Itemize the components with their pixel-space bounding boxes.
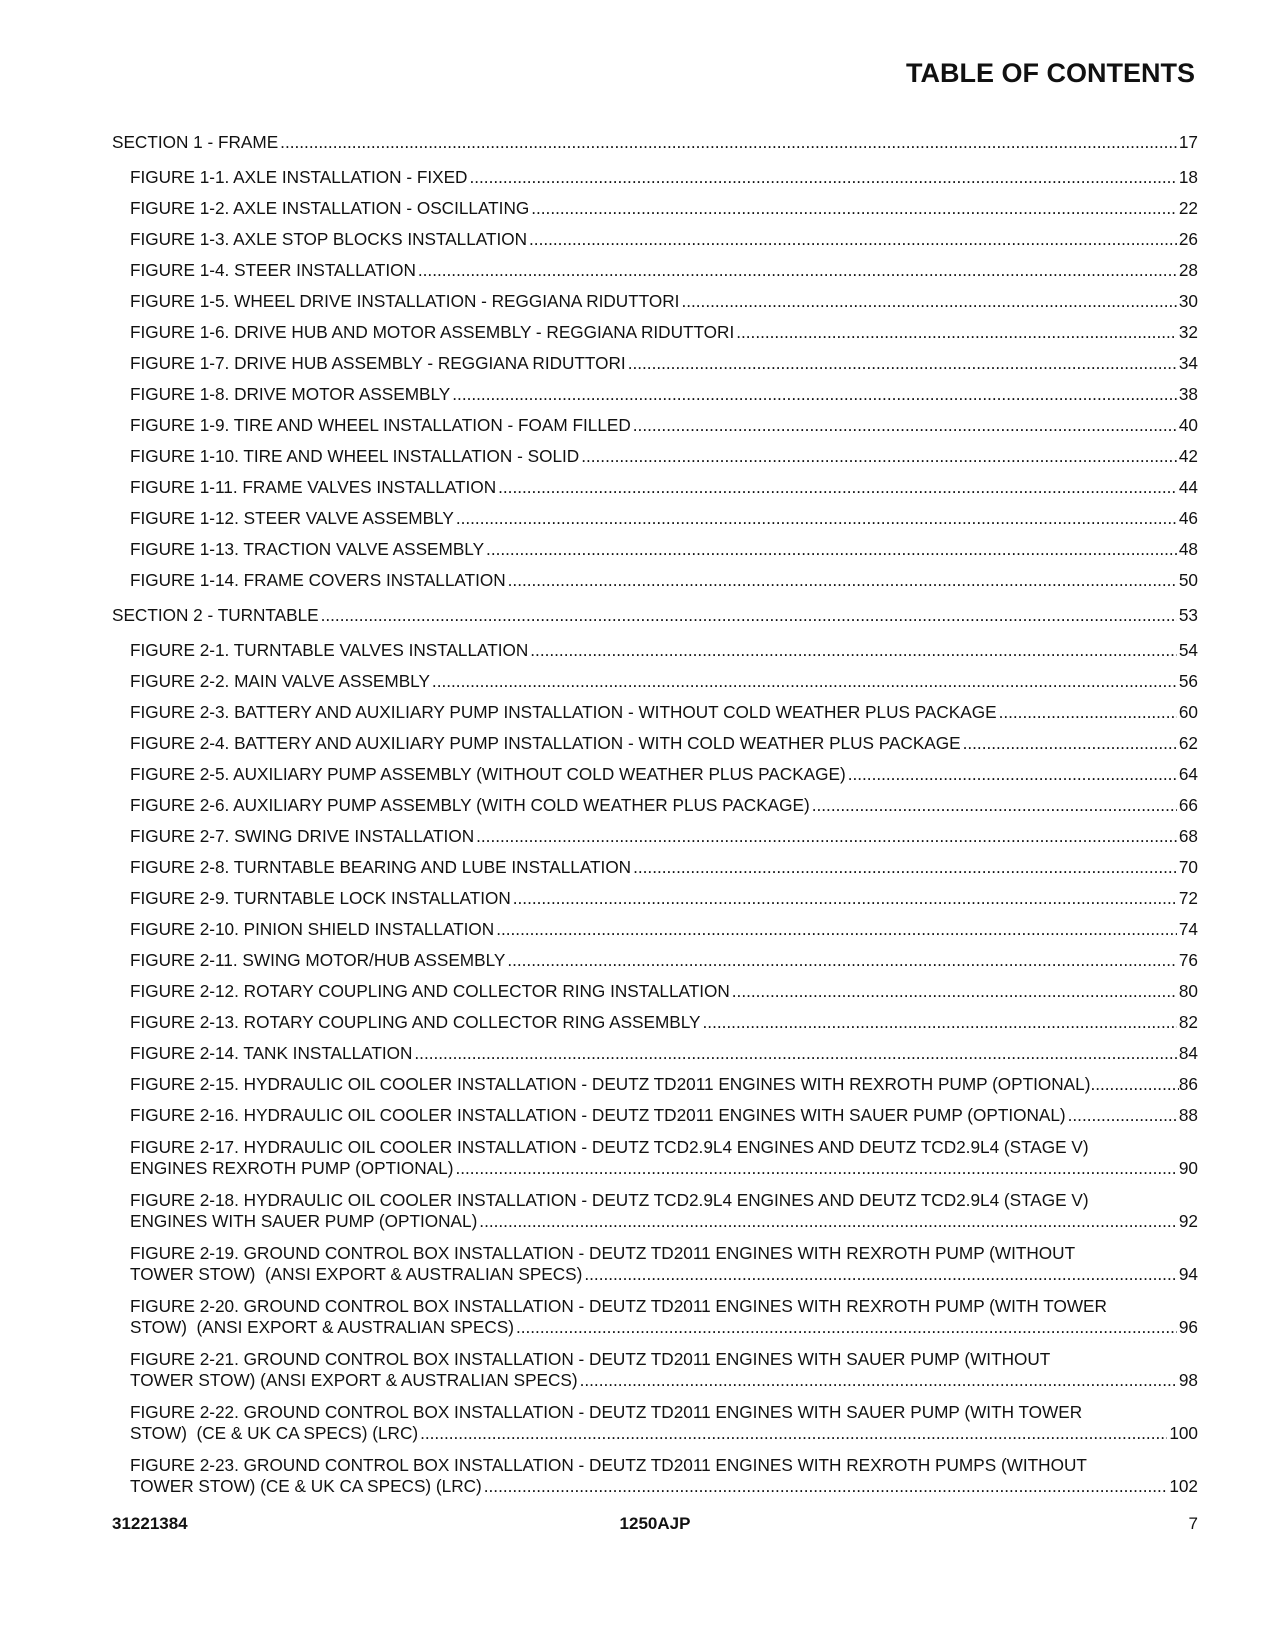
toc-page-number: 28 (1178, 260, 1198, 280)
toc-figure-label: FIGURE 1-2. AXLE INSTALLATION - OSCILLATING (130, 198, 530, 218)
dot-leader (476, 826, 1177, 847)
toc-figure-2-14[interactable] (112, 1043, 1198, 1064)
toc-page-number: 17 (1178, 132, 1198, 152)
toc-figure-2-9[interactable] (112, 888, 1198, 909)
toc-figure-label-line2: ENGINES REXROTH PUMP (OPTIONAL) (130, 1158, 454, 1178)
toc-page-number: 34 (1178, 353, 1198, 373)
dot-leader (812, 795, 1177, 816)
toc-figure-label-line1: FIGURE 2-19. GROUND CONTROL BOX INSTALLATION - DEUTZ TD2011 ENGINES WITH REXROTH PUMP (WITHOUT (130, 1243, 1076, 1263)
dot-leader (633, 415, 1177, 436)
toc-page-number: 96 (1178, 1317, 1198, 1337)
toc-page-number: 40 (1178, 415, 1198, 435)
toc-page-number: 92 (1178, 1211, 1198, 1231)
toc-figure-2-2[interactable] (112, 671, 1198, 692)
toc-figure-2-5[interactable] (112, 764, 1198, 785)
toc-page-number: 48 (1178, 539, 1198, 559)
toc-figure-1-10[interactable] (112, 446, 1198, 467)
dot-leader (581, 446, 1177, 467)
toc-figure-2-20[interactable] (112, 1296, 1198, 1338)
dot-leader (496, 919, 1177, 940)
toc-figure-2-16[interactable] (112, 1105, 1198, 1126)
toc-page-number: 68 (1178, 826, 1198, 846)
toc-page-number: 38 (1178, 384, 1198, 404)
toc-page-number: 74 (1178, 919, 1198, 939)
toc-page-number: 98 (1178, 1370, 1198, 1390)
toc-figure-1-2[interactable] (112, 198, 1198, 219)
toc-figure-label: FIGURE 1-12. STEER VALVE ASSEMBLY (130, 508, 454, 528)
toc-page-number: 94 (1178, 1264, 1198, 1284)
toc-figure-2-4[interactable] (112, 733, 1198, 754)
dot-leader (508, 570, 1177, 591)
toc-figure-label: FIGURE 1-11. FRAME VALVES INSTALLATION (130, 477, 497, 497)
toc-figure-label-line2: STOW) (CE & UK CA SPECS) (LRC) (130, 1423, 419, 1443)
toc-figure-label-line1: FIGURE 2-18. HYDRAULIC OIL COOLER INSTALLATION - DEUTZ TCD2.9L4 ENGINES AND DEUTZ TCD2.9L4 (STAGE V) (130, 1190, 1089, 1210)
toc-page-number: 82 (1178, 1012, 1198, 1032)
footer-doc-number: 31221384 (112, 1514, 188, 1533)
toc-figure-1-3[interactable] (112, 229, 1198, 250)
toc-figure-2-15[interactable] (112, 1074, 1198, 1095)
toc-figure-label: FIGURE 2-7. SWING DRIVE INSTALLATION (130, 826, 475, 846)
toc-page-number: 72 (1178, 888, 1198, 908)
toc-figure-1-4[interactable] (112, 260, 1198, 281)
toc-figure-label: FIGURE 1-9. TIRE AND WHEEL INSTALLATION - FOAM FILLED (130, 415, 631, 435)
toc-figure-2-17[interactable] (112, 1137, 1198, 1179)
toc-page-number: 64 (1178, 764, 1198, 784)
toc-page-number: 30 (1178, 291, 1198, 311)
dot-leader (321, 605, 1177, 626)
toc-figure-2-11[interactable] (112, 950, 1198, 971)
toc-page-number: 80 (1178, 981, 1198, 1001)
dot-leader (420, 1423, 1167, 1444)
dot-leader (486, 539, 1177, 560)
toc-figure-label-line1: FIGURE 2-21. GROUND CONTROL BOX INSTALLATION - DEUTZ TD2011 ENGINES WITH SAUER PUMP (WITHOUT (130, 1349, 1051, 1369)
dot-leader (584, 1264, 1177, 1285)
dot-leader (479, 1211, 1177, 1232)
toc-figure-label: FIGURE 1-13. TRACTION VALVE ASSEMBLY (130, 539, 485, 559)
toc-figure-1-1[interactable] (112, 167, 1198, 188)
toc-figure-2-18[interactable] (112, 1190, 1198, 1232)
toc-page-number: 66 (1178, 795, 1198, 815)
toc-figure-2-21[interactable] (112, 1349, 1198, 1391)
toc-page-number: 56 (1178, 671, 1198, 691)
toc-figure-label: FIGURE 1-6. DRIVE HUB AND MOTOR ASSEMBLY - REGGIANA RIDUTTORI (130, 322, 735, 342)
toc-page-number: 76 (1178, 950, 1198, 970)
toc-page-number: 32 (1178, 322, 1198, 342)
toc-figure-label: FIGURE 2-1. TURNTABLE VALVES INSTALLATION (130, 640, 529, 660)
toc-figure-1-11[interactable] (112, 477, 1198, 498)
dot-leader (1068, 1105, 1177, 1126)
toc-page-number: 90 (1178, 1158, 1198, 1178)
toc-page-number: 88 (1178, 1105, 1198, 1125)
toc-figure-label: FIGURE 2-3. BATTERY AND AUXILIARY PUMP INSTALLATION - WITHOUT COLD WEATHER PLUS PACKAGE (130, 702, 997, 722)
toc-figure-2-1[interactable] (112, 640, 1198, 661)
dot-leader (963, 733, 1177, 754)
dot-leader (1090, 1074, 1178, 1095)
toc-figure-label: FIGURE 2-8. TURNTABLE BEARING AND LUBE INSTALLATION (130, 857, 632, 877)
toc-figure-label: FIGURE 2-4. BATTERY AND AUXILIARY PUMP INSTALLATION - WITH COLD WEATHER PLUS PACKAGE (130, 733, 961, 753)
toc-page-number: 60 (1178, 702, 1198, 722)
toc-page-number: 54 (1178, 640, 1198, 660)
toc-figure-label: FIGURE 2-6. AUXILIARY PUMP ASSEMBLY (WITH COLD WEATHER PLUS PACKAGE) (130, 795, 810, 815)
dot-leader (531, 198, 1177, 219)
dot-leader (452, 384, 1177, 405)
toc-figure-label: FIGURE 1-4. STEER INSTALLATION (130, 260, 416, 280)
footer-model: 1250AJP (619, 1514, 691, 1533)
dot-leader (432, 671, 1177, 692)
dot-leader (455, 1158, 1176, 1179)
dot-leader (529, 229, 1177, 250)
toc-figure-label: FIGURE 1-14. FRAME COVERS INSTALLATION (130, 570, 506, 590)
toc-figure-2-13[interactable] (112, 1012, 1198, 1033)
toc-figure-1-13[interactable] (112, 539, 1198, 560)
dot-leader (280, 132, 1177, 153)
toc-section-label: SECTION 2 - TURNTABLE (112, 605, 319, 625)
dot-leader (703, 1012, 1177, 1033)
toc-figure-label-line1: FIGURE 2-20. GROUND CONTROL BOX INSTALLATION - DEUTZ TD2011 ENGINES WITH REXROTH PUMP (WITH TOWER (130, 1296, 1107, 1316)
toc-figure-label: FIGURE 1-5. WHEEL DRIVE INSTALLATION - REGGIANA RIDUTTORI (130, 291, 680, 311)
toc-figure-label-line2: ENGINES WITH SAUER PUMP (OPTIONAL) (130, 1211, 478, 1231)
toc-figure-label-line1: FIGURE 2-17. HYDRAULIC OIL COOLER INSTALLATION - DEUTZ TCD2.9L4 ENGINES AND DEUTZ TCD2.9L4 (STAGE V) (130, 1137, 1089, 1157)
dot-leader (484, 1476, 1168, 1497)
toc-figure-label: FIGURE 1-10. TIRE AND WHEEL INSTALLATION - SOLID (130, 446, 580, 466)
toc-figure-label-line2: TOWER STOW) (CE & UK CA SPECS) (LRC) (130, 1476, 482, 1496)
toc-figure-2-19[interactable] (112, 1243, 1198, 1285)
toc-figure-1-7[interactable] (112, 353, 1198, 374)
toc-figure-label: FIGURE 2-15. HYDRAULIC OIL COOLER INSTALLATION - DEUTZ TD2011 ENGINES WITH REXROTH PUMP (OPTIONAL) (130, 1074, 1091, 1094)
toc-figure-1-12[interactable] (112, 508, 1198, 529)
dot-leader (530, 640, 1177, 661)
toc-figure-label: FIGURE 2-13. ROTARY COUPLING AND COLLECTOR RING ASSEMBLY (130, 1012, 701, 1032)
toc-figure-2-10[interactable] (112, 919, 1198, 940)
dot-leader (498, 477, 1177, 498)
toc-section-1[interactable] (112, 132, 1198, 153)
toc-figure-label: FIGURE 2-5. AUXILIARY PUMP ASSEMBLY (WITHOUT COLD WEATHER PLUS PACKAGE) (130, 764, 846, 784)
toc-page-number: 102 (1169, 1476, 1198, 1496)
toc-page-number: 46 (1178, 508, 1198, 528)
dot-leader (580, 1370, 1177, 1391)
toc-figure-label: FIGURE 2-16. HYDRAULIC OIL COOLER INSTALLATION - DEUTZ TD2011 ENGINES WITH SAUER PUMP (OPTIONAL) (130, 1105, 1066, 1125)
toc-page-number: 86 (1178, 1074, 1198, 1094)
toc-section-2[interactable] (112, 605, 1198, 626)
dot-leader (628, 353, 1177, 374)
toc-figure-label: FIGURE 1-1. AXLE INSTALLATION - FIXED (130, 167, 468, 187)
toc-page-number: 70 (1178, 857, 1198, 877)
dot-leader (736, 322, 1177, 343)
toc-figure-label-line2: STOW) (ANSI EXPORT & AUSTRALIAN SPECS) (130, 1317, 514, 1337)
toc-figure-label-line2: TOWER STOW) (ANSI EXPORT & AUSTRALIAN SPECS) (130, 1370, 578, 1390)
toc-figure-label-line1: FIGURE 2-22. GROUND CONTROL BOX INSTALLATION - DEUTZ TD2011 ENGINES WITH SAUER PUMP (WITH TOWER (130, 1402, 1083, 1422)
toc-page-number: 53 (1178, 605, 1198, 625)
toc-figure-2-3[interactable] (112, 702, 1198, 723)
toc-figure-1-9[interactable] (112, 415, 1198, 436)
dot-leader (848, 764, 1177, 785)
table-of-contents (112, 132, 1198, 1497)
toc-figure-label: FIGURE 2-11. SWING MOTOR/HUB ASSEMBLY (130, 950, 506, 970)
toc-section-label: SECTION 1 - FRAME (112, 132, 279, 152)
toc-figure-label: FIGURE 2-14. TANK INSTALLATION (130, 1043, 413, 1063)
dot-leader (633, 857, 1177, 878)
toc-figure-1-6[interactable] (112, 322, 1198, 343)
toc-figure-2-8[interactable] (112, 857, 1198, 878)
toc-figure-2-23[interactable] (112, 1455, 1198, 1497)
toc-figure-label: FIGURE 2-2. MAIN VALVE ASSEMBLY (130, 671, 430, 691)
toc-figure-label: FIGURE 1-3. AXLE STOP BLOCKS INSTALLATION (130, 229, 528, 249)
dot-leader (507, 950, 1177, 971)
page-title: TABLE OF CONTENTS (906, 58, 1195, 88)
dot-leader (999, 702, 1177, 723)
toc-figure-label-line2: TOWER STOW) (ANSI EXPORT & AUSTRALIAN SPECS) (130, 1264, 583, 1284)
footer-page-number: 7 (1188, 1514, 1198, 1533)
toc-figure-label-line1: FIGURE 2-23. GROUND CONTROL BOX INSTALLATION - DEUTZ TD2011 ENGINES WITH REXROTH PUMPS (WITHOUT (130, 1455, 1087, 1475)
dot-leader (469, 167, 1176, 188)
toc-page-number: 84 (1178, 1043, 1198, 1063)
toc-page-number: 44 (1178, 477, 1198, 497)
toc-page-number: 100 (1169, 1423, 1198, 1443)
page-footer (112, 1514, 1198, 1538)
toc-figure-2-22[interactable] (112, 1402, 1198, 1444)
toc-figure-label: FIGURE 2-9. TURNTABLE LOCK INSTALLATION (130, 888, 511, 908)
toc-figure-label: FIGURE 2-10. PINION SHIELD INSTALLATION (130, 919, 495, 939)
toc-page-number: 42 (1178, 446, 1198, 466)
toc-figure-label: FIGURE 1-8. DRIVE MOTOR ASSEMBLY (130, 384, 451, 404)
toc-page-number: 18 (1178, 167, 1198, 187)
toc-page-number: 62 (1178, 733, 1198, 753)
dot-leader (513, 888, 1177, 909)
toc-figure-2-12[interactable] (112, 981, 1198, 1002)
dot-leader (414, 1043, 1176, 1064)
toc-figure-label: FIGURE 1-7. DRIVE HUB ASSEMBLY - REGGIANA RIDUTTORI (130, 353, 626, 373)
dot-leader (418, 260, 1177, 281)
toc-page-number: 26 (1178, 229, 1198, 249)
dot-leader (456, 508, 1177, 529)
toc-figure-1-8[interactable] (112, 384, 1198, 405)
dot-leader (732, 981, 1177, 1002)
toc-figure-1-14[interactable] (112, 570, 1198, 591)
toc-figure-2-6[interactable] (112, 795, 1198, 816)
toc-figure-label: FIGURE 2-12. ROTARY COUPLING AND COLLECTOR RING INSTALLATION (130, 981, 730, 1001)
dot-leader (516, 1317, 1177, 1338)
toc-figure-1-5[interactable] (112, 291, 1198, 312)
dot-leader (681, 291, 1176, 312)
toc-page-number: 50 (1178, 570, 1198, 590)
toc-page-number: 22 (1178, 198, 1198, 218)
toc-figure-2-7[interactable] (112, 826, 1198, 847)
